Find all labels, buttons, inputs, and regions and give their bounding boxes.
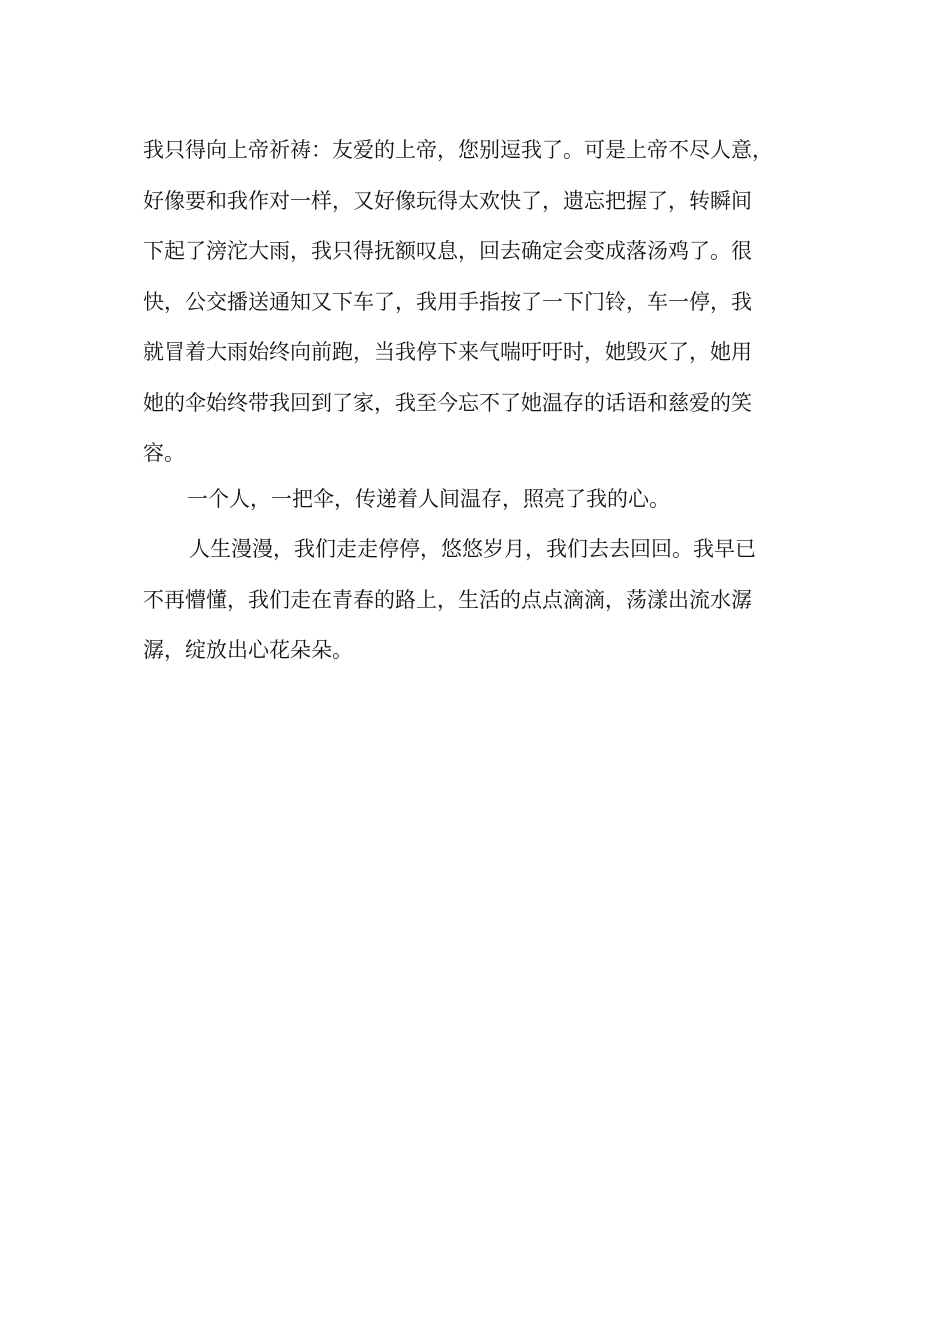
text-line: 容。 bbox=[143, 441, 185, 465]
text-line: 一个人，一把伞，传递着人间温存，照亮了我的心。 bbox=[187, 487, 670, 511]
text-line: 快，公交播送通知又下车了，我用手指按了一下门铃，车一停，我 bbox=[143, 289, 752, 314]
text-line: 人生漫漫，我们走走停停，悠悠岁月，我们去去回回。我早已 bbox=[189, 537, 756, 561]
paragraph-umbrella-story bbox=[143, 125, 825, 479]
text-line: 下起了滂沱大雨，我只得抚额叹息，回去确定会变成落汤鸡了。很 bbox=[143, 239, 752, 263]
text-line: 就冒着大雨始终向前跑，当我停下来气喘吁吁时，她毁灭了，她用 bbox=[143, 340, 752, 364]
paragraph-life-journey bbox=[143, 524, 825, 676]
text-line: 我只得向上帝祈祷：友爱的上帝，您别逗我了。可是上帝不尽人意， bbox=[143, 138, 773, 162]
text-line: 好像要和我作对一样，又好像玩得太欢快了，遗忘把握了，转瞬间 bbox=[143, 188, 752, 213]
paragraph-one-umbrella bbox=[143, 474, 825, 525]
text-line: 潺，绽放出心花朵朵。 bbox=[143, 638, 353, 662]
text-line: 不再懵懂，我们走在青春的路上，生活的点点滴滴，荡漾出流水潺 bbox=[143, 587, 752, 612]
text-line: 她的伞始终带我回到了家，我至今忘不了她温存的话语和慈爱的笑 bbox=[143, 390, 752, 415]
